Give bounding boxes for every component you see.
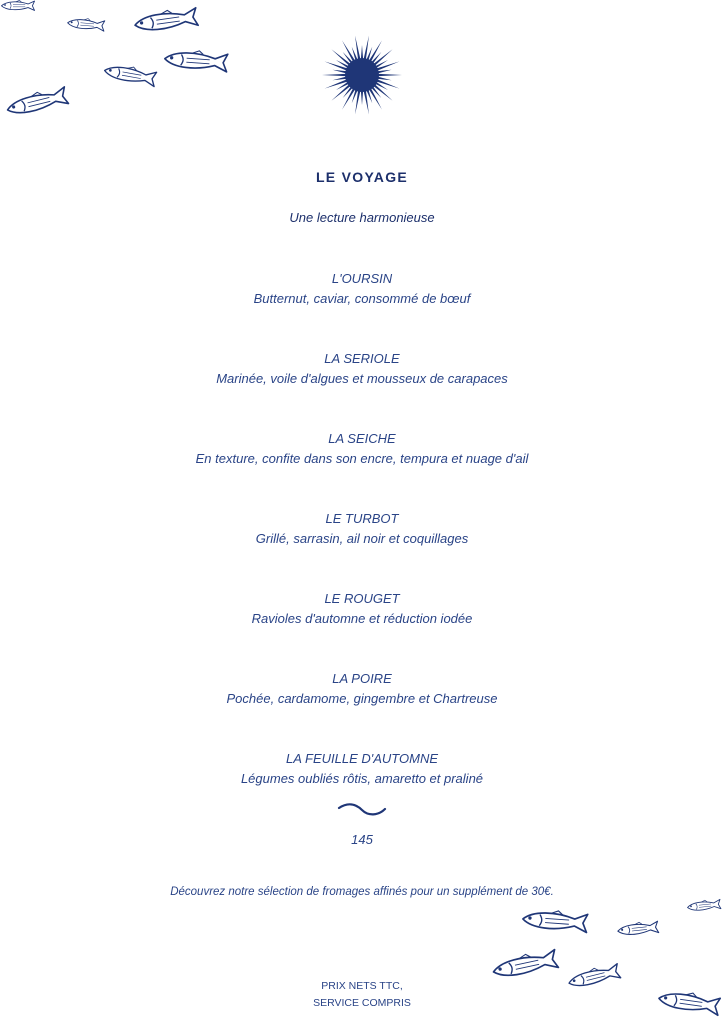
course-item: [0, 429, 724, 469]
fish-icon: [490, 954, 560, 976]
course-item: [0, 509, 724, 549]
fish-icon: [102, 66, 158, 84]
course-item: [0, 349, 724, 389]
footer-line: PRIX NETS TTC,: [321, 980, 403, 992]
price-footer: [0, 978, 724, 1012]
fish-icon: [132, 10, 200, 32]
course-description: En texture, confite dans son encre, tempura et nuage d'ail: [195, 451, 529, 466]
fish-icon: [520, 910, 590, 932]
course-name: LE TURBOT: [325, 511, 399, 526]
course-name: L'OURSIN: [331, 271, 393, 286]
course-item: [0, 269, 724, 309]
fish-icon: [66, 18, 106, 31]
fish-icon: [0, 0, 36, 12]
menu-price: 145: [351, 832, 373, 847]
course-name: LA SEICHE: [328, 431, 396, 446]
footer-line: SERVICE COMPRIS: [313, 997, 411, 1009]
course-description: Pochée, cardamome, gingembre et Chartreuse: [226, 691, 498, 706]
cheese-supplement-note: Découvrez notre sélection de fromages affinés pour un supplément de 30€.: [170, 886, 554, 898]
course-description: Grillé, sarrasin, ail noir et coquillages: [255, 531, 469, 546]
course-name: LA FEUILLE D'AUTOMNE: [285, 751, 439, 766]
course-item: [0, 749, 724, 789]
course-description: Ravioles d'automne et réduction iodée: [251, 611, 473, 626]
course-name: LE ROUGET: [324, 591, 400, 606]
course-item: [0, 589, 724, 629]
fish-icon: [4, 92, 70, 113]
menu-title: LE VOYAGE: [315, 169, 409, 185]
course-name: LA SERIOLE: [324, 351, 400, 366]
course-description: Butternut, caviar, consommé de bœuf: [253, 291, 471, 306]
wave-divider-icon: [336, 800, 388, 820]
course-item: [0, 669, 724, 709]
course-description: Marinée, voile d'algues et mousseux de carapaces: [216, 371, 508, 386]
menu-subtitle: Une lecture harmonieuse: [289, 210, 435, 225]
course-name: LA POIRE: [332, 671, 392, 686]
fish-icon: [162, 50, 230, 72]
fish-icon: [686, 900, 722, 912]
course-description: Légumes oubliés rôtis, amaretto et praliné: [240, 771, 484, 786]
sea-urchin-icon: [320, 33, 404, 117]
fish-icon: [616, 922, 660, 936]
